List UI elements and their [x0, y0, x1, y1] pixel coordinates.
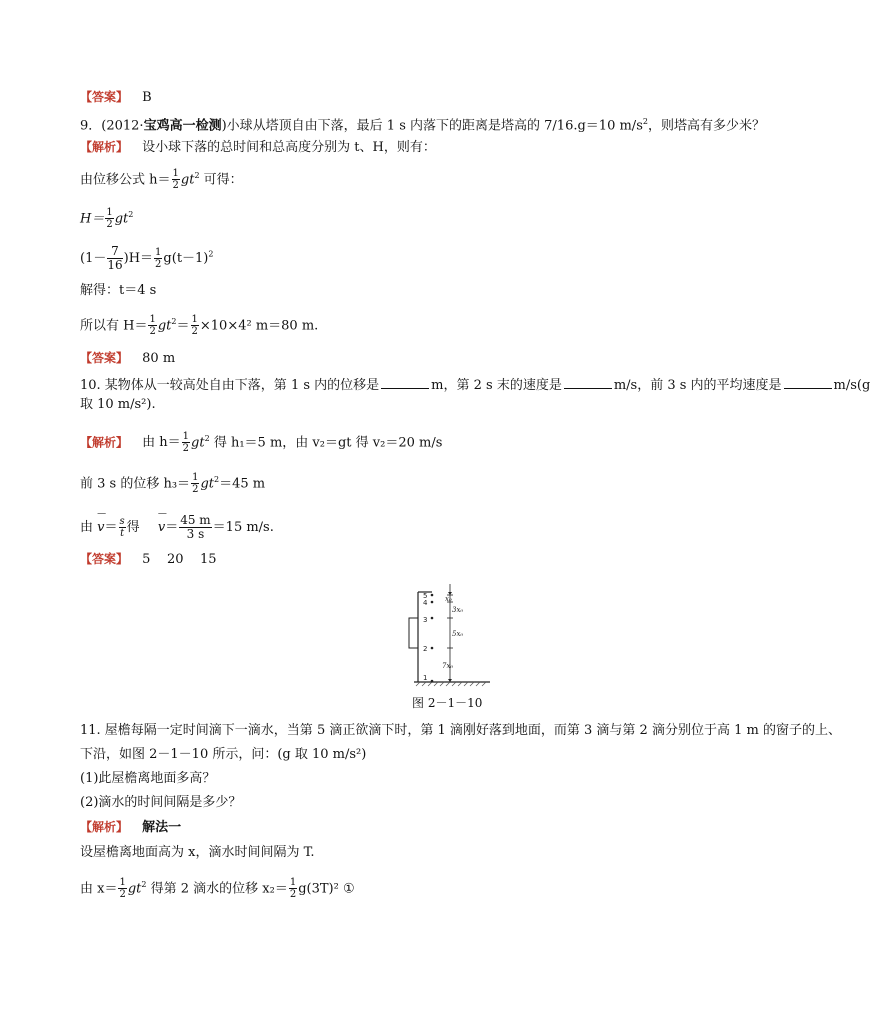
answer-tag: 【答案】	[80, 552, 129, 566]
fraction-half: $\frac{1}{2}$	[119, 877, 126, 901]
solution-9-line4: 解得：t＝4 s	[80, 283, 157, 298]
fraction-half: $\frac{1}{2}$	[149, 314, 156, 338]
formula-text: ＝15 m/s.	[212, 520, 274, 535]
formula-text: ＝45 m	[219, 476, 266, 492]
formula-text: 得 h₁＝5 m，由 v₂＝gt 得 v₂＝20 m/s	[213, 435, 443, 451]
question-number: 9．	[80, 118, 102, 134]
question-11-line2: 下沿，如图 2－1－10 所示，问：(g 取 10 m/s²)	[80, 747, 367, 762]
solution-tag: 【解析】	[80, 140, 129, 154]
fraction-half: $\frac{1}{2}$	[155, 247, 162, 270]
solution-10-line3	[80, 514, 274, 541]
solution-11-line2: 由 x＝ $\frac{1}{2}$ $gt^2$ 得第 2 滴水的位移 x₂＝ $\frac{1}{2}$ g(3T)² ①	[80, 877, 355, 901]
answer-value: 5 20 15	[142, 552, 217, 567]
question-9: 9．(2012·宝鸡高一检测)小球从塔顶自由下落，最后 1 s 内落下的距离是塔高的 7/16.g＝10 $m/s^2$，则塔高有多少米？	[80, 117, 765, 134]
answer-blank	[564, 376, 612, 389]
formula-text: ×10×4² m＝80 m.	[199, 318, 319, 334]
formula-text: g(t－1)	[163, 251, 209, 266]
segment-label: 7x₀	[442, 662, 454, 670]
formula-text: 由位移公式 h＝	[80, 172, 171, 188]
fraction-s-t: $\frac{s}{t}$	[119, 516, 125, 539]
answer-value: B	[142, 90, 152, 105]
formula-text: ＝	[104, 520, 118, 535]
question-g: g＝10 m/s	[577, 118, 643, 134]
fraction-half: $\frac{1}{2}$	[106, 207, 113, 231]
solution-9-line2: H＝ $\frac{1}{2}$ $gt^2$	[80, 207, 134, 231]
answer-value: 80 m	[142, 351, 176, 366]
answer-9	[80, 349, 175, 368]
formula-text: 前 3 s 的位移 h₃＝	[80, 476, 191, 492]
question-text: m，第 2 s 末的速度是	[431, 378, 562, 393]
question-text: 小球从塔顶自由下落，最后 1 s 内落下的距离是塔高的 7/16.	[226, 118, 578, 134]
question-end: ，则塔高有多少米？	[647, 118, 765, 134]
fraction-half: $\frac{1}{2}$	[172, 168, 179, 192]
answer-10	[80, 550, 217, 569]
solution-10-line1: 【解析】 由 h＝ $\frac{1}{2}$ $gt^2$ 得 h₁＝5 m，由 v₂＝gt 得 v₂＝20 m/s	[80, 431, 443, 455]
drop-label: 3	[423, 616, 428, 624]
solution-9-line5: 所以有 H＝ $\frac{1}{2}$ $gt^2=$ $\frac{1}{2}$ ×10×4² m＝80 m.	[80, 314, 319, 338]
answer-8	[80, 88, 152, 107]
segment-label: 3x₀	[452, 606, 464, 614]
average-velocity: — v	[158, 519, 165, 537]
formula-text: 所以有 H＝	[80, 318, 148, 334]
question-source: 宝鸡高一检测	[143, 118, 222, 134]
solution-11-line1: 设屋檐离地面高为 x，滴水时间间隔为 T.	[80, 845, 315, 860]
solution-text: 设小球下落的总时间和总高度分别为 t、H，则有：	[142, 140, 436, 155]
drop-label: 4	[423, 599, 428, 607]
fraction-half: $\frac{1}{2}$	[289, 877, 297, 901]
source-open: (2012·	[101, 118, 144, 134]
fraction-half: $\frac{1}{2}$	[192, 472, 199, 496]
answer-tag: 【答案】	[80, 351, 129, 365]
question-text: m/s(g	[833, 378, 870, 393]
formula-text: )H＝	[123, 251, 154, 266]
question-11-line1: 11. 屋檐每隔一定时间滴下一滴水，当第 5 滴正欲滴下时，第 1 滴刚好落到地面，而第 3 滴与第 2 滴分别位于高 1 m 的窗子的上、	[80, 723, 841, 738]
fraction-45-3: $\frac{45 m}{3 s}$	[180, 513, 211, 541]
answer-tag: 【答案】	[80, 90, 129, 104]
formula-text: g(3T)² ①	[298, 881, 355, 897]
solution-9-intro	[80, 138, 436, 157]
formula-text: 得	[126, 520, 140, 535]
method-label: 解法一	[142, 820, 182, 835]
average-velocity: — v	[97, 519, 104, 537]
question-10-line1	[80, 376, 870, 395]
question-11-sub2: (2)滴水的时间间隔是多少？	[80, 795, 242, 810]
solution-11-head	[80, 818, 181, 837]
question-text: m/s，前 3 s 内的平均速度是	[613, 378, 782, 393]
formula-text: ＝	[165, 520, 179, 535]
solution-tag: 【解析】	[80, 435, 129, 450]
question-text: 10. 某物体从一较高处自由下落，第 1 s 内的位移是	[80, 378, 380, 393]
solution-9-line1: 由位移公式 h＝ $\frac{1}{2}$ $gt^2$ 可得：	[80, 168, 243, 192]
solution-tag: 【解析】	[80, 820, 129, 834]
source-close: )	[221, 118, 227, 134]
segment-label: 5x₀	[452, 630, 464, 638]
drop-label: 1	[423, 674, 428, 682]
formula-text: (1－	[80, 251, 107, 266]
drop-label: 5	[423, 592, 428, 600]
formula-text: 得第 2 滴水的位移 x₂＝	[150, 881, 288, 897]
solution-10-line2: 前 3 s 的位移 h₃＝ $\frac{1}{2}$ $gt^2=45$ m	[80, 472, 266, 496]
drop-label: 2	[423, 645, 428, 653]
formula-text: H＝	[80, 211, 105, 227]
question-10-line2: 取 10 m/s²).	[80, 397, 156, 412]
solution-9-line3: (1－ $\frac{7}{16}$ )H＝ $\frac{1}{2}$ $g(t-1)^2$	[80, 244, 214, 272]
fraction-7-16: $\frac{7}{16}$	[107, 244, 123, 272]
formula-text: 由 x＝	[80, 881, 118, 897]
formula-text: 可得：	[203, 172, 243, 188]
figure-caption: 图 2－1－10	[412, 696, 483, 710]
fraction-half: $\frac{1}{2}$	[182, 431, 190, 455]
figure-drops	[392, 584, 492, 688]
formula-text: 由	[80, 520, 94, 535]
answer-blank	[784, 376, 832, 389]
question-11-sub1: (1)此屋檐离地面多高？	[80, 771, 216, 786]
segment-label: x₀	[445, 595, 452, 603]
fraction-half: $\frac{1}{2}$	[191, 314, 198, 338]
formula-text: 由 h＝	[142, 435, 181, 451]
answer-blank	[381, 376, 429, 389]
